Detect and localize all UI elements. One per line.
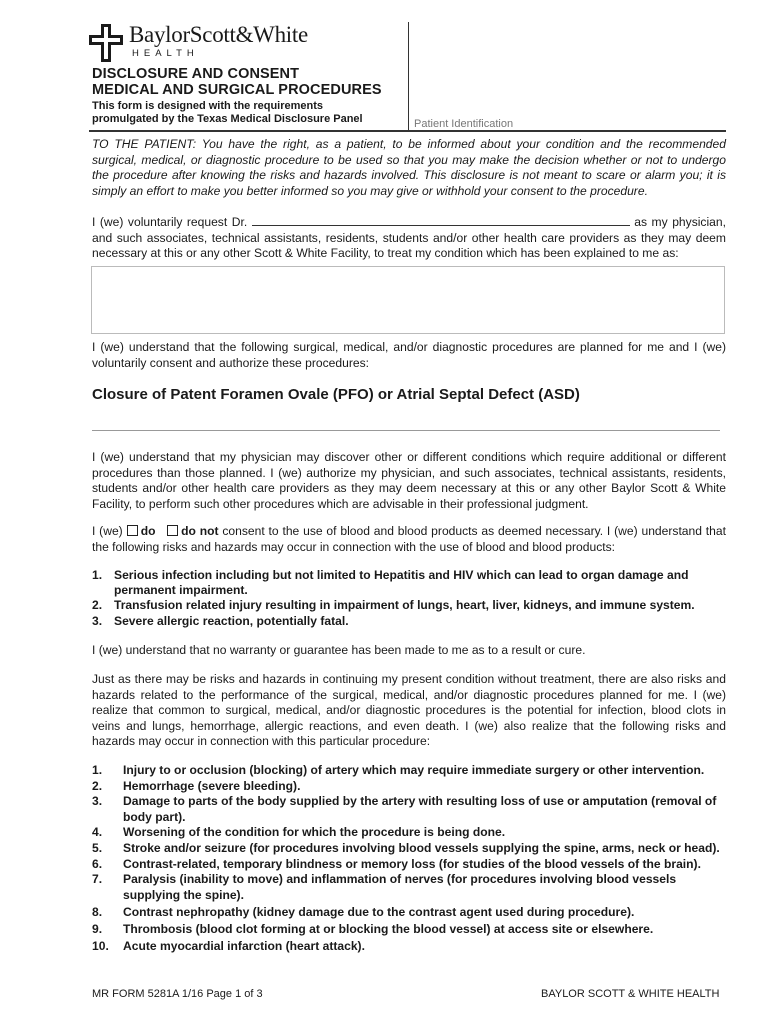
list-item: 2. Hemorrhage (severe bleeding). — [92, 778, 301, 793]
list-item: 8. Contrast nephropathy (kidney damage due to the contrast agent used during procedure). — [92, 904, 635, 919]
additional-procedure-field[interactable] — [92, 430, 720, 431]
list-item: 1. Injury to or occlusion (blocking) of artery which may require immediate surgery or other intervention. — [92, 763, 705, 777]
intro-paragraph: TO THE PATIENT: You have the right, as a patient, to be informed about your condition and the recommended surgical, medical, or diagnostic procedure to be used so that you may make the decision whether or not to undergo the procedure after knowing the risks and hazards involved. This disclosure is not meant to scare or alarm you; it is simply an effort to make you better informed so you may give or withhold your consent to the procedure. — [92, 137, 726, 198]
procedure-title: Closure of Patent Foramen Ovale (PFO) or Atrial Septal Defect (ASD) — [92, 386, 580, 403]
physician-name-field[interactable] — [252, 215, 630, 226]
blood-prefix: I (we) — [92, 524, 123, 538]
cross-logo-icon — [89, 24, 123, 62]
list-item: 5. Stroke and/or seizure (for procedures involving blood vessels supplying the spine, arms, neck or head). — [92, 841, 720, 856]
logo — [89, 22, 339, 64]
form-number-footer: MR FORM 5281A 1/16 Page 1 of 3 — [92, 988, 263, 1000]
request-rest: and such associates, technical assistants, residents, students and/or other health care providers as they may deem necessary at this or any other Scott & White Facility, to treat my condition which has been explained to me as: — [92, 230, 726, 261]
organization-footer: BAYLOR SCOTT & WHITE HEALTH — [541, 988, 720, 1000]
form-subtitle-line1: This form is designed with the requirements — [92, 100, 324, 112]
list-item: 3. Severe allergic reaction, potentially fatal. — [92, 613, 349, 628]
risks-intro-paragraph: Just as there may be risks and hazards in continuing my present condition without treatment, there are also risks and hazards related to the performance of the surgical, medical, and/or diagnostic procedures planned for me. I (we) realize that common to surgical, medical, and/or diagnostic procedures is the potential for infection, blood clots in veins and lungs, hemorrhage, allergic reactions, and even death. I (we) also realize that the following risks and hazards may occur in connection with this particular procedure: — [92, 672, 726, 749]
no-warranty-paragraph: I (we) understand that no warranty or guarantee has been made to me as to a result or cure. — [92, 643, 586, 657]
logo-name: BaylorScott&White — [129, 22, 308, 47]
condition-explanation-box[interactable] — [91, 266, 725, 334]
list-item: 9. Thrombosis (blood clot forming at or blocking the blood vessel) at access site or elsewhere. — [92, 922, 654, 937]
list-item: 10. Acute myocardial infarction (heart attack). — [92, 939, 365, 954]
list-item: 1. Serious infection including but not limited to Hepatitis and HIV which can lead to organ damage and permanent impairment. — [92, 568, 689, 598]
blood-risks-list — [92, 568, 728, 629]
do-not-consent-checkbox[interactable] — [167, 525, 178, 536]
additional-conditions-paragraph: I (we) understand that my physician may discover other or different conditions which require additional or different procedures than those planned. I (we) authorize my physician, and such associates, technical assistants, residents, students and/or other health care providers as they may deem necessary at this or any other Baylor Scott & White Facility, to perform such other procedures which are advisable in their professional judgment. — [92, 450, 726, 511]
request-paragraph — [92, 215, 726, 262]
logo-subtitle: HEALTH — [132, 48, 199, 59]
form-subtitle-line2: promulgated by the Texas Medical Disclosure Panel — [92, 113, 363, 125]
form-title-line1: DISCLOSURE AND CONSENT — [92, 66, 300, 82]
list-item: 3. Damage to parts of the body supplied by the artery with resulting loss of use or amputation (removal of body part). — [92, 794, 717, 824]
list-item: 4. Worsening of the condition for which the procedure is being done. — [92, 825, 506, 840]
list-item: 7. Paralysis (inability to move) and inflammation of nerves (for procedures involving blood vessels supplying the spine). — [92, 872, 677, 902]
procedure-risks-list — [92, 763, 728, 955]
do-consent-checkbox[interactable] — [127, 525, 138, 536]
do-not-label: do not — [181, 524, 219, 538]
header-divider — [408, 22, 409, 130]
planned-procedures-paragraph: I (we) understand that the following surgical, medical, and/or diagnostic procedures are planned for me and I (we) voluntarily consent and authorize these procedures: — [92, 340, 726, 370]
form-title-line2: MEDICAL AND SURGICAL PROCEDURES — [92, 82, 382, 98]
blood-rest: consent to the use of blood and blood products as deemed necessary. I (we) understand that the following risks and hazards may occur in connection with the use of blood and blood products: — [92, 524, 726, 554]
patient-identification-label: Patient Identification — [414, 118, 514, 130]
blood-consent-paragraph — [92, 524, 726, 555]
header-rule — [89, 130, 726, 132]
list-item: 2. Transfusion related injury resulting in impairment of lungs, heart, liver, kidneys, and immune system. — [92, 598, 695, 613]
request-suffix: as my physician, — [634, 215, 726, 229]
list-item: 6. Contrast-related, temporary blindness or memory loss (for studies of the blood vessels of the brain). — [92, 856, 701, 871]
do-label: do — [140, 524, 156, 538]
request-prefix: I (we) voluntarily request Dr. — [92, 215, 248, 229]
